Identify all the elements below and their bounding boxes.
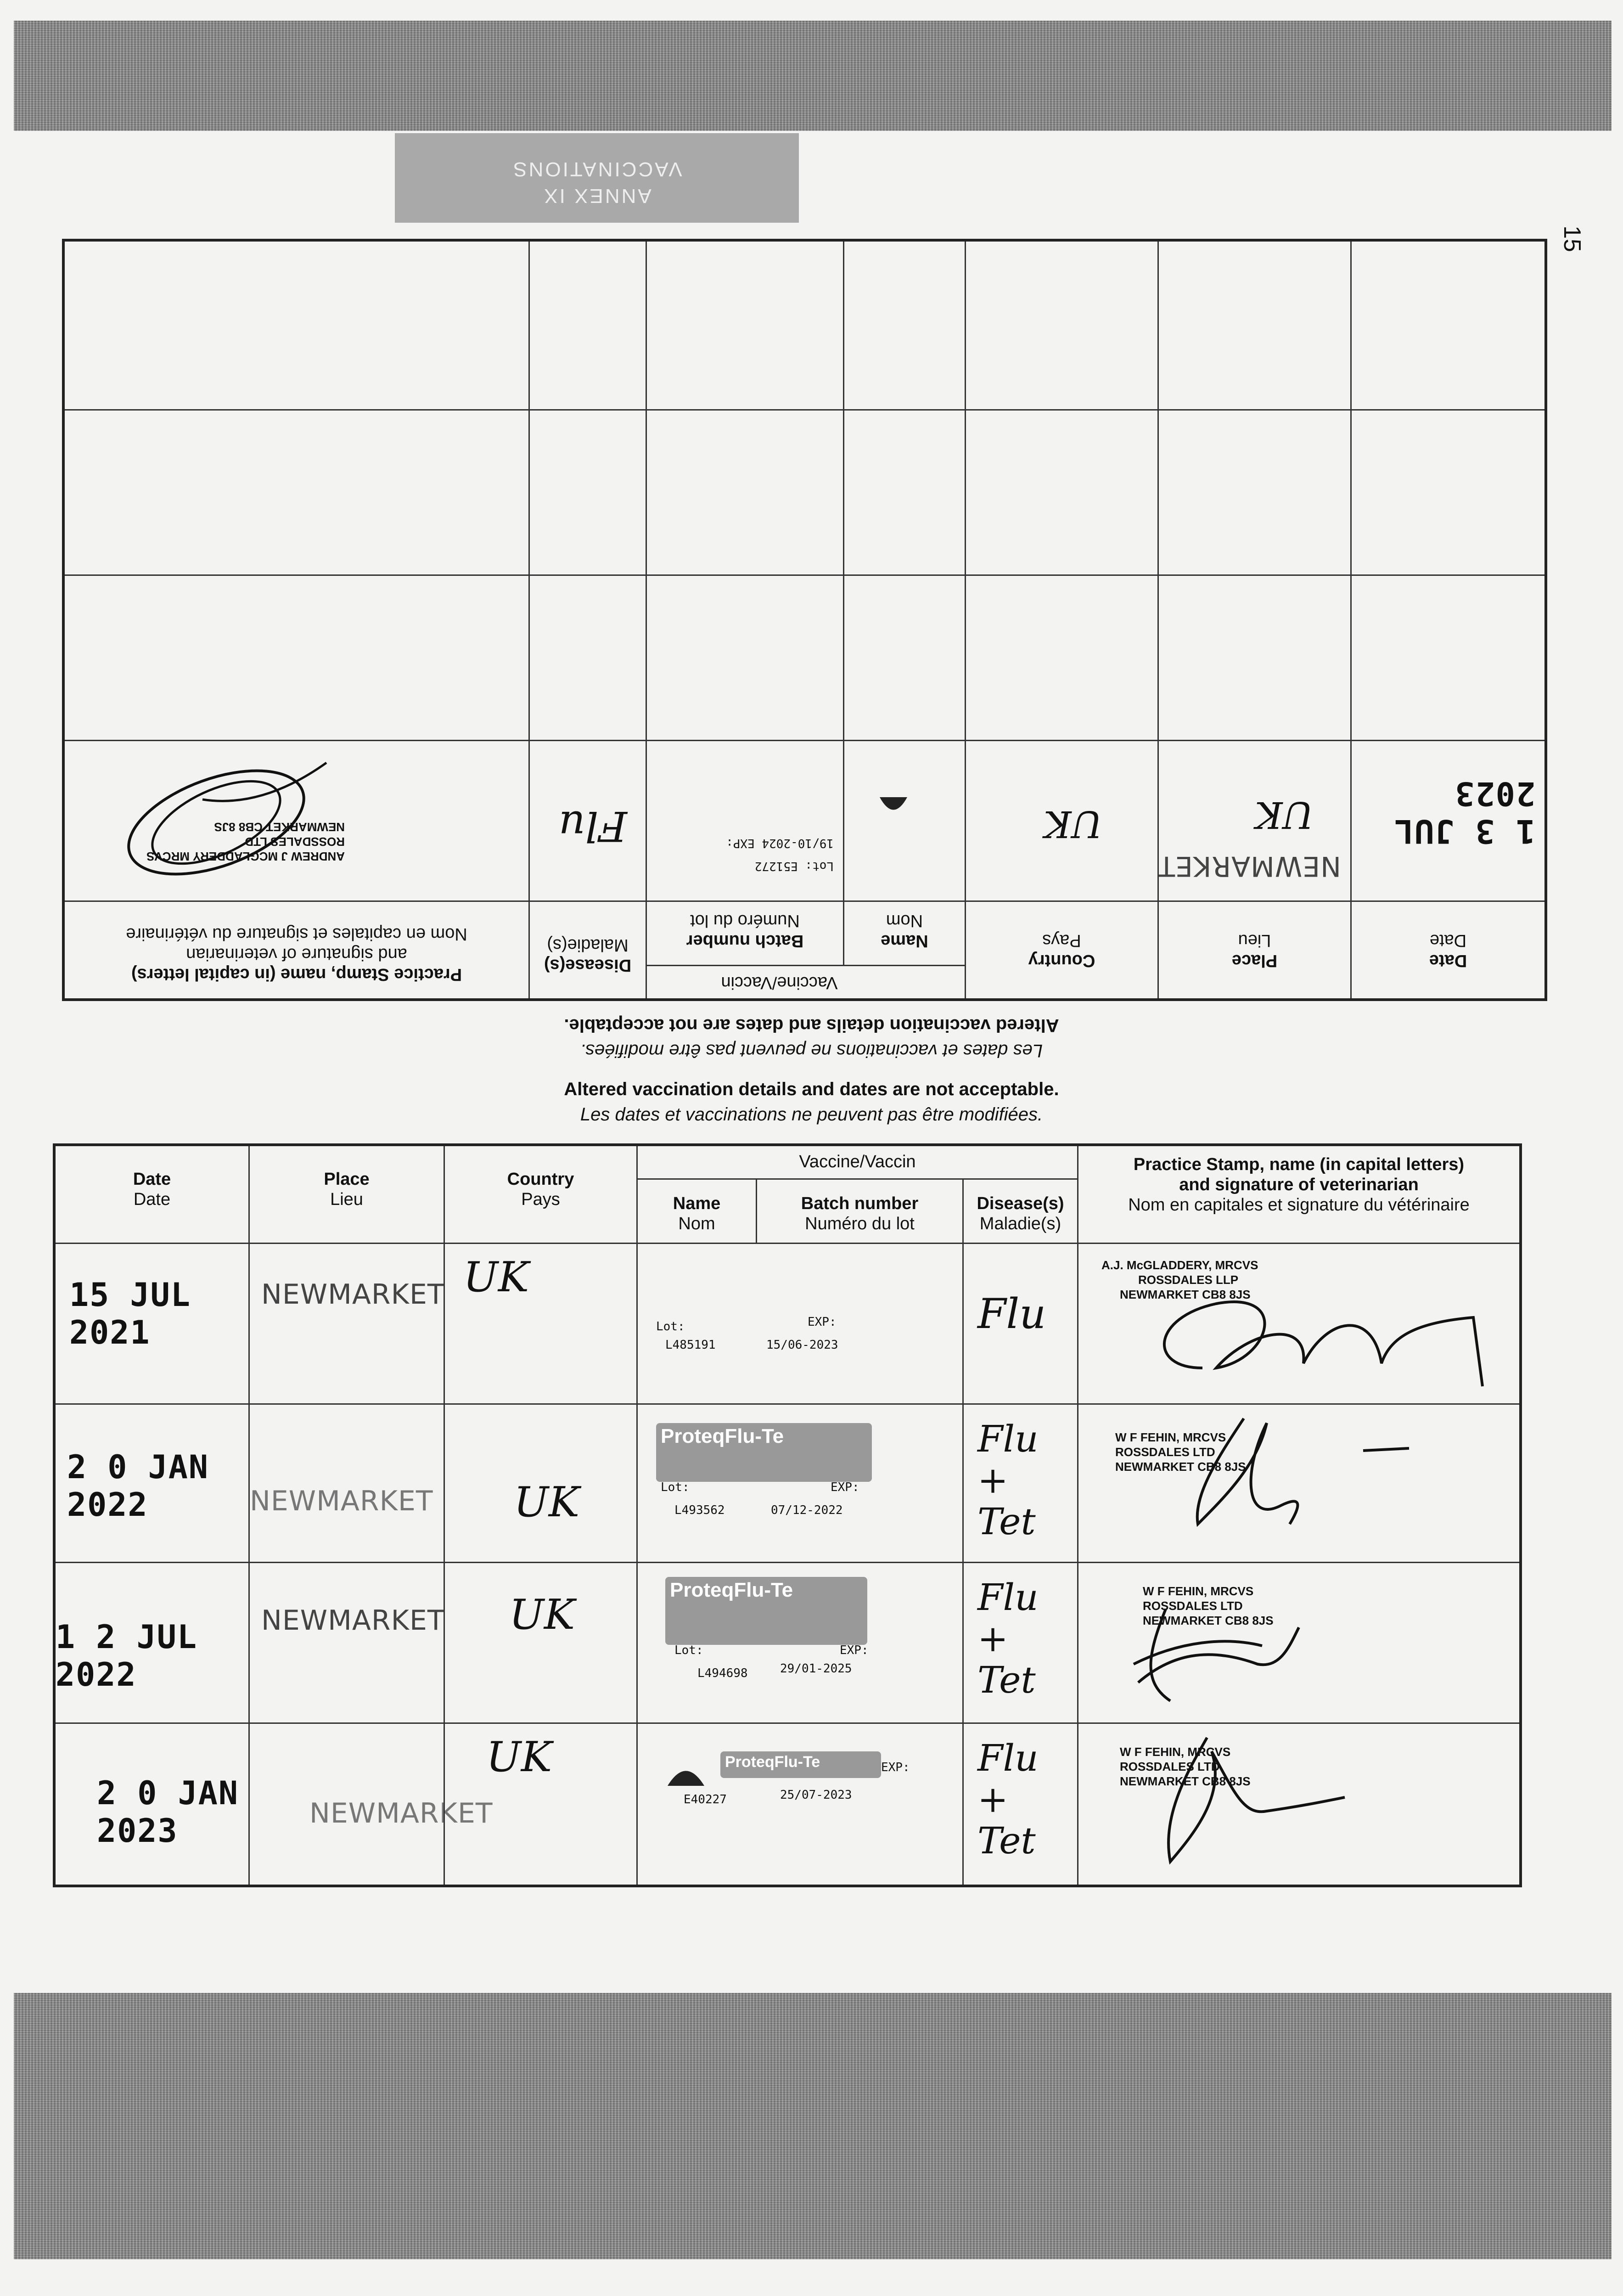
expiry-date: 29/01-2025 [780,1662,852,1676]
table-row [56,1722,248,1885]
signature-icon [1106,1563,1427,1719]
upper-empty-cell [647,411,844,576]
upper-empty-cell [65,576,530,741]
exp-label: EXP: [808,1315,837,1329]
lower-notice [0,1079,1623,1134]
row-country-cell [444,1243,636,1403]
header-vaccine: Vaccine/Vaccin [636,1146,1077,1178]
row-vaccine-cell [636,1243,962,1403]
upper-empty-cell [530,242,647,411]
vet-stamp: W F FEHIN, MRCVS ROSSDALES LTD NEWMARKET CB8 8JS [1120,1745,1251,1788]
signature-icon [1106,1405,1473,1556]
notice-en: Altered vaccination details and dates are not acceptable. [564,1079,1059,1099]
upper-row-batch: Lot: E51272 19/10-2024 EXP: [647,741,844,902]
upper-empty-cell [844,411,966,576]
lot-label: Lot: [674,1643,703,1657]
row-stamp-cell [1077,1243,1519,1403]
header-stamp: Practice Stamp, name (in capital letters) and signature of veterinarian Nom en capitales et signature du vétérinaire [1077,1146,1519,1243]
batch-number: L493562 [674,1503,725,1517]
upper-empty-cell [966,576,1159,741]
row-disease-cell [962,1722,1077,1885]
upper-header-batch: Batch number Numéro du lot [647,902,844,966]
upper-vaccination-table [62,239,1547,1001]
header-disease: Disease(s) Maladie(s) [962,1178,1077,1243]
row-stamp-cell [1077,1722,1519,1885]
row-country: UK [486,1733,552,1781]
row-place: NEWMARKET [261,1604,445,1637]
batch-number: E40227 [684,1793,727,1806]
upper-row-stamp: ANDREW J MCGLADDERY MRCVS ROSSDALES LTD NEWMARKET CB8 8JS [65,741,530,902]
vaccine-label-sticker: ProteqFlu-Te [665,1577,867,1645]
row-vaccine-cell [636,1562,962,1722]
row-disease: Flu + Tet [977,1576,1039,1701]
vet-stamp: A.J. McGLADDERY, MRCVS ROSSDALES LLP NEWMARKET CB8 8JS [1101,1258,1258,1301]
row-place: NEWMARKET [309,1797,493,1829]
row-disease-cell [962,1562,1077,1722]
upper-empty-cell [1352,576,1544,741]
row-date: 2 0 JAN 2022 [67,1448,209,1524]
upper-header-name: Name Nom [844,902,966,966]
notice-fr: Les dates et vaccinations ne peuvent pas être modifiées. [580,1104,1043,1125]
vaccine-label-sticker: ProteqFlu-Te [656,1423,872,1482]
signature-icon [79,754,354,891]
scan-shadow-top [14,21,1612,131]
upper-empty-cell [647,576,844,741]
row-date: 1 2 JUL 2022 [56,1618,198,1694]
vaccine-logo-icon [877,795,910,822]
row-country: UK [514,1478,580,1526]
row-place-cell [248,1562,444,1722]
upper-header-disease: Disease(s) Maladie(s) [530,902,647,998]
scan-shadow-bottom [14,1993,1612,2259]
rotated-header-line-1: ANNEX IX [542,185,651,207]
signature-icon [1106,1724,1427,1880]
upper-empty-cell [647,242,844,411]
expiry-date: 07/12-2022 [771,1503,843,1517]
row-place-cell [248,1403,444,1562]
upper-notice: Les dates et vaccinations ne peuvent pas être modifiées. Altered vaccination details and dates are not acceptable. [564,1015,1059,1061]
upper-row-date: 1 3 JUL 2023 [1352,741,1544,902]
header-name: Name Nom [636,1178,756,1243]
upper-empty-cell [1159,411,1352,576]
expiry-date: 15/06-2023 [766,1338,838,1352]
row-country-cell [444,1562,636,1722]
row-disease: Flu [977,1290,1046,1338]
row-disease: Flu + Tet [977,1737,1039,1862]
signature-icon [1097,1249,1510,1400]
upper-row-place: NEWMARKET UK [1159,741,1352,902]
page-number: 15 [1558,225,1585,252]
row-country-cell [444,1403,636,1562]
rotated-header-line-2: VACCINATIONS [511,158,682,180]
row-disease-cell [962,1243,1077,1403]
exp-label: EXP: [881,1761,910,1774]
row-place-cell [248,1722,493,1885]
table-row [56,1403,248,1562]
upper-empty-cell [844,242,966,411]
upper-empty-cell [530,576,647,741]
header-date: Date Date [133,1170,171,1209]
row-date: 15 JUL 2021 [69,1276,191,1351]
row-place: NEWMARKET [250,1485,433,1517]
upper-header-date: Date Date [1429,931,1467,970]
header-country: Country Pays [444,1146,636,1243]
row-country: UK [463,1253,529,1301]
upper-empty-cell [966,411,1159,576]
table-row [56,1243,248,1403]
vet-stamp: W F FEHIN, MRCVS ROSSDALES LTD NEWMARKET CB8 8JS [1143,1584,1274,1627]
row-vaccine-cell [636,1722,962,1885]
upper-row-country: UK [966,741,1159,902]
upper-row-name [844,741,966,902]
row-stamp-cell [1077,1403,1519,1562]
lot-label: Lot: [656,1320,685,1334]
row-vaccine-cell [636,1403,962,1562]
header-batch: Batch number Numéro du lot [756,1178,962,1243]
row-date: 2 0 JAN 2023 [97,1774,239,1850]
upper-empty-cell [1159,576,1352,741]
upper-empty-cell [1352,411,1544,576]
upper-empty-cell [966,242,1159,411]
upper-header-country: Country Pays [966,902,1159,998]
upper-row-disease: Flu [530,741,647,902]
vaccine-logo-icon [665,1756,707,1788]
row-place-cell [248,1243,444,1403]
exp-label: EXP: [840,1643,869,1657]
batch-number: L494698 [697,1666,748,1680]
header-place: Place Lieu [248,1146,444,1243]
lower-vaccination-table [53,1143,1522,1887]
rotated-section-header [395,133,799,223]
batch-number: L485191 [665,1338,716,1352]
upper-header-place: Place Lieu [1159,902,1352,998]
table-row [56,1562,248,1722]
row-disease-cell [962,1403,1077,1562]
upper-empty-cell [1159,242,1352,411]
upper-empty-cell [65,411,530,576]
expiry-date: 25/07-2023 [780,1788,852,1802]
upper-empty-cell [65,242,530,411]
row-country-cell [444,1722,636,1885]
vaccine-label-sticker: ProteqFlu-Te [720,1751,881,1778]
row-country: UK [509,1591,575,1639]
lot-label: Lot: [661,1480,690,1494]
upper-empty-cell [844,576,966,741]
vet-stamp: W F FEHIN, MRCVS ROSSDALES LTD NEWMARKET CB8 8JS [1115,1430,1246,1474]
row-stamp-cell [1077,1562,1519,1722]
exp-label: EXP: [831,1480,859,1494]
upper-header-stamp: Practice Stamp, name (in capital letters) and signature of veterinarian Nom en capitales et signature du vétérinaire [65,902,530,998]
upper-empty-cell [1352,242,1544,411]
row-place: NEWMARKET [261,1278,445,1311]
upper-empty-cell [530,411,647,576]
upper-header-vaccine: Vaccine/Vaccin [594,966,966,998]
row-disease: Flu + Tet [977,1418,1039,1543]
